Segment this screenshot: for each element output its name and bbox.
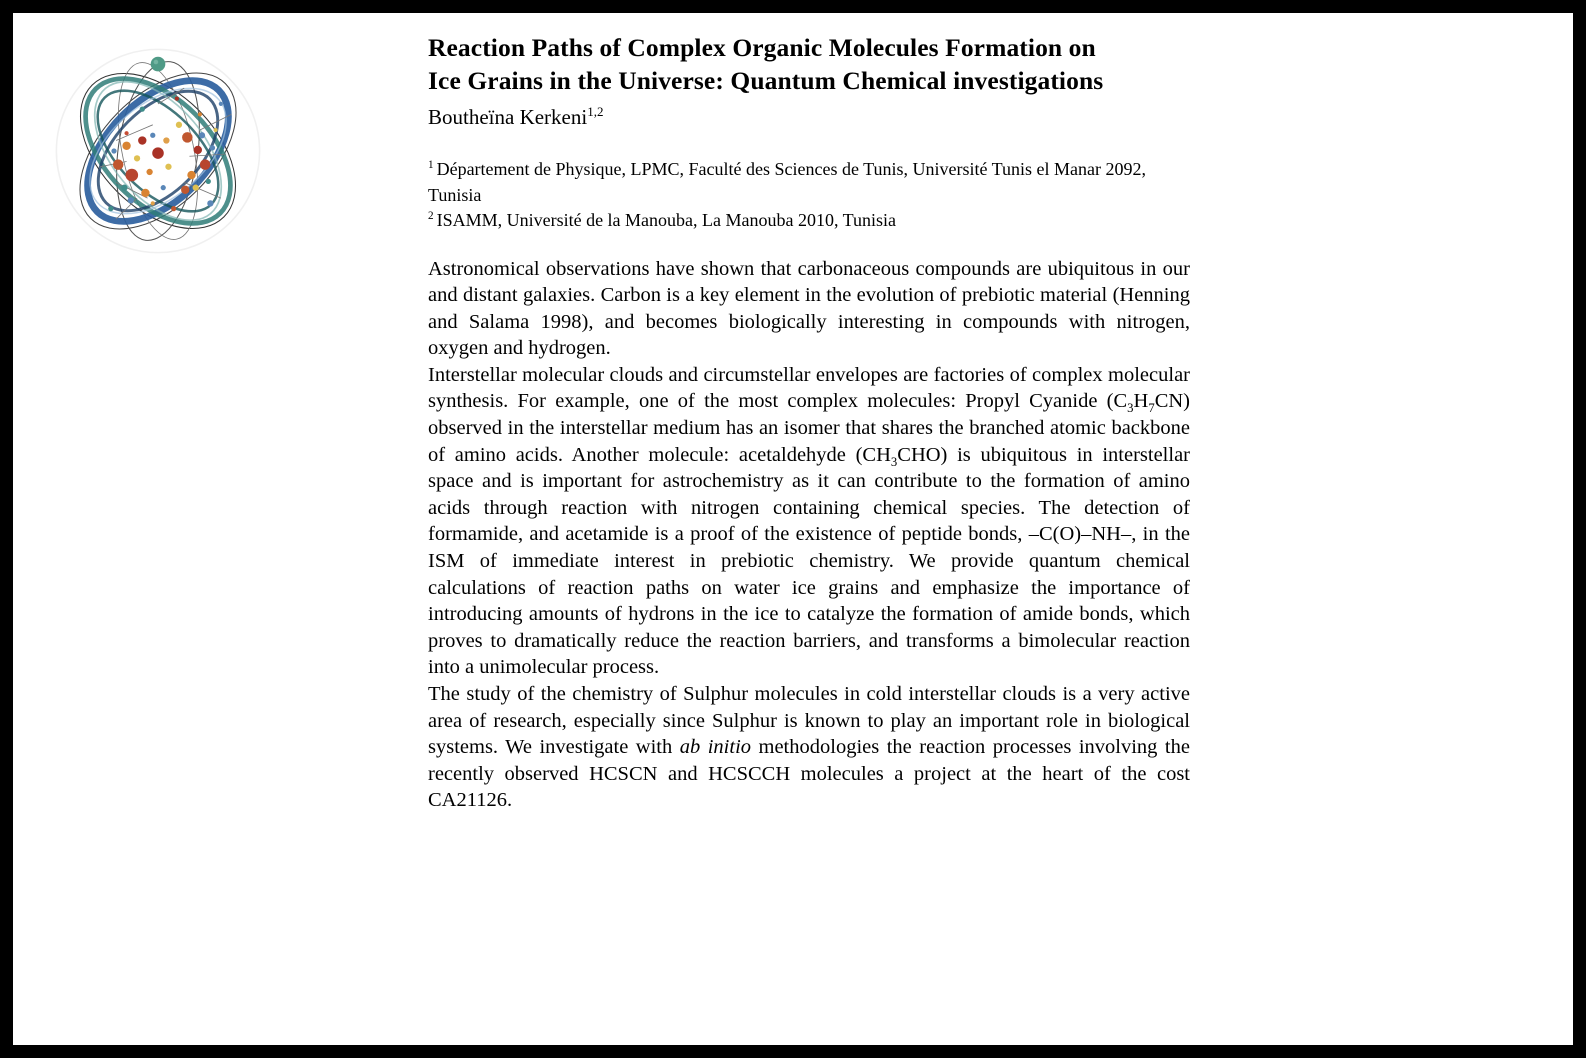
atom-illustration-svg	[53, 41, 263, 261]
affiliations	[428, 157, 1190, 234]
author-name: Boutheïna Kerkeni	[428, 105, 588, 129]
paper-title-line-2: Ice Grains in the Universe: Quantum Chemical investigations	[428, 66, 1104, 95]
author-line	[428, 104, 1190, 131]
affiliation-2	[428, 208, 1190, 234]
abstract-paragraph-2: Interstellar molecular clouds and circumstellar envelopes are factories of complex molecular synthesis. For example, one of the most complex molecules: Propyl Cyanide $(C_3H_7CN)$ observed in the interstellar medium has an isomer that shares the branched atomic backbone of amino acids. Another molecule: acetaldehyde $(CH_3CHO)$ is ubiquitous in interstellar space and is important for astrochemistry as it can contribute to the formation of amino acids through reaction with nitrogen containing chemical species. The detection of formamide, and acetamide is a proof of the existence of peptide bonds, –C(O)–NH–, in the ISM of immediate interest in prebiotic chemistry. We provide quantum chemical calculations of reaction paths on water ice grains and emphasize the importance of introducing amounts of hydrons in the ice to catalyze the formation of amide bonds, which proves to dramatically reduce the reaction barriers, and transforms a bimolecular reaction into a unimolecular process.	[428, 363, 1190, 679]
paper-title-line-1: Reaction Paths of Complex Organic Molecules Formation on	[428, 33, 1096, 62]
abstract	[428, 256, 1190, 814]
affiliation-2-text: ISAMM, Université de la Manouba, La Manouba 2010, Tunisia	[436, 210, 897, 230]
affiliation-1	[428, 157, 1190, 208]
author-affiliation-marker: 1,2	[587, 104, 604, 119]
text-column	[428, 31, 1190, 814]
atom-logo	[53, 41, 263, 261]
abstract-paragraph-3: The study of the chemistry of Sulphur molecules in cold interstellar clouds is a very active area of research, especially since Sulphur is known to play an important role in biological systems. We investigate with ab initio methodologies the reaction processes involving the recently observed HCSCN and HCSCCH molecules a project at the heart of the cost CA21126.	[428, 683, 1190, 812]
affiliation-1-marker: 1	[428, 159, 434, 171]
abstract-paragraph-1: Astronomical observations have shown that carbonaceous compounds are ubiquitous in our and distant galaxies. Carbon is a key element in the evolution of prebiotic material (Henning and Salama 1998), and becomes biologically interesting in compounds with nitrogen, oxygen and hydrogen.	[428, 257, 1190, 360]
affiliation-2-marker: 2	[428, 210, 434, 222]
page	[13, 13, 1573, 1045]
affiliation-1-text: Département de Physique, LPMC, Faculté des Sciences de Tunis, Université Tunis el Manar 2092, Tunisia	[428, 159, 1147, 205]
